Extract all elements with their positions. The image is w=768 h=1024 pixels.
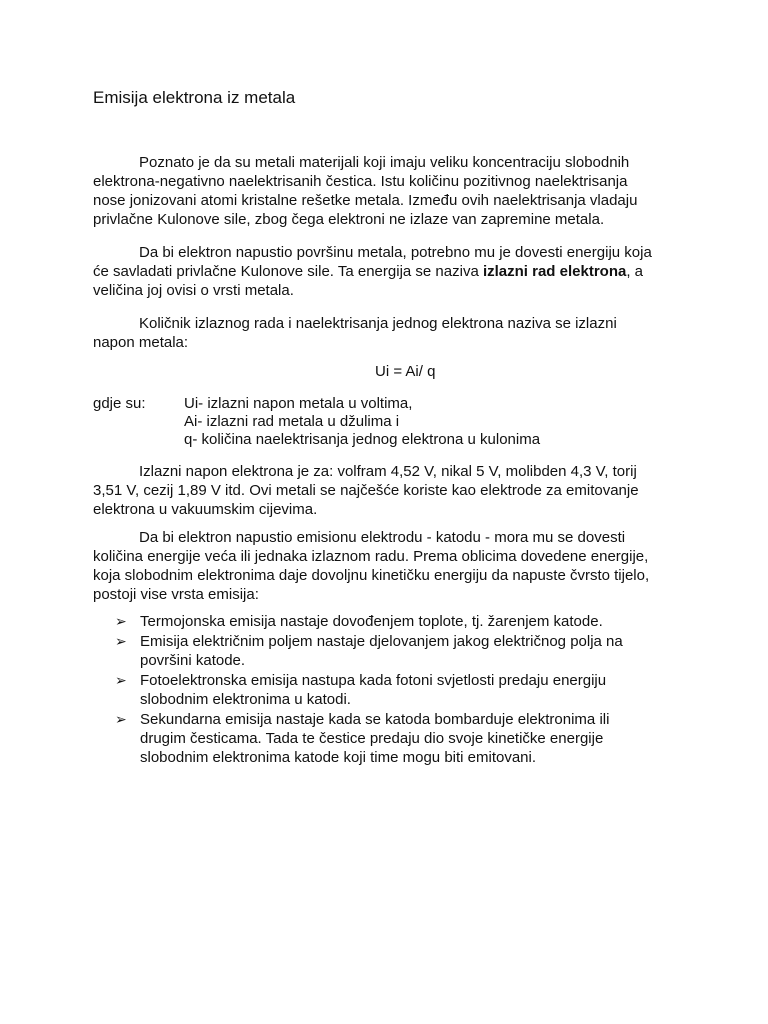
list-item — [115, 632, 675, 670]
paragraph-text: , a — [626, 263, 644, 280]
arrow-bullet-icon: ➢ — [115, 633, 127, 649]
definitions-label: gdje su: — [93, 395, 146, 412]
emission-types-list — [115, 612, 675, 768]
paragraph-line: elektrona u vakuumskim cijevima. — [93, 501, 318, 518]
paragraph-4 — [93, 462, 683, 519]
list-item-line: Termojonska emisija nastaje dovođenjem toplote, tj. žarenjem katode. — [140, 613, 603, 630]
definitions-list — [184, 395, 540, 449]
paragraph-line: elektrona-negativno naelektrisanih čestica. Istu količinu pozitivnog naelektrisanja — [93, 173, 628, 190]
list-item-line: površini katode. — [140, 652, 246, 669]
definition-item: q- količina naelektrisanja jednog elektrona u kulonima — [184, 431, 541, 448]
bold-term: izlazni rad elektrona — [482, 263, 627, 280]
formula: Ui = Ai/ q — [375, 363, 436, 380]
paragraph-1 — [93, 153, 683, 229]
paragraph-line: Izlazni napon elektrona je za: volfram 4,52 V, nikal 5 V, molibden 4,3 V, torij — [139, 463, 637, 480]
paragraph-3 — [93, 314, 683, 352]
paragraph-line: veličina joj ovisi o vrsti metala. — [93, 282, 294, 299]
list-item-line: Sekundarna emisija nastaje kada se katoda bombarduje elektronima ili — [140, 711, 610, 728]
paragraph-line: Količnik izlaznog rada i naelektrisanja jednog elektrona naziva se izlazni — [139, 315, 617, 332]
list-item-line: Emisija električnim poljem nastaje djelovanjem jakog električnog polja na — [140, 633, 623, 650]
arrow-bullet-icon: ➢ — [115, 711, 127, 727]
paragraph-line: Da bi elektron napustio emisionu elektrodu - katodu - mora mu se dovesti — [139, 529, 626, 546]
paragraph-line: koja slobodnim elektronima daje dovoljnu kinetičku energiju da napuste čvrsto tijelo, — [93, 567, 650, 584]
list-item-line: slobodnim elektronima u katodi. — [140, 691, 351, 708]
definition-item: Ai- izlazni rad metala u džulima i — [184, 413, 400, 430]
paragraph-2 — [93, 243, 683, 300]
paragraph-line: postoji vise vrsta emisija: — [93, 586, 259, 603]
paragraph-line — [93, 262, 683, 281]
list-item — [115, 671, 675, 709]
paragraph-line: količina energije veća ili jednaka izlaznom radu. Prema oblicima dovedene energije, — [93, 548, 649, 565]
arrow-bullet-icon: ➢ — [115, 672, 127, 688]
list-item — [115, 710, 675, 767]
paragraph-line: Da bi elektron napustio površinu metala, potrebno mu je dovesti energiju koja — [139, 244, 652, 261]
list-item-line: drugim česticama. Tada te čestice predaju dio svoje kinetičke energije — [140, 730, 604, 747]
paragraph-line: Poznato je da su metali materijali koji imaju veliku koncentraciju slobodnih — [139, 154, 630, 171]
arrow-bullet-icon: ➢ — [115, 613, 127, 629]
list-item-line: slobodnim elektronima katode koji time mogu biti emitovani. — [140, 749, 537, 766]
document-title: Emisija elektrona iz metala — [93, 88, 296, 107]
list-item — [115, 612, 675, 631]
paragraph-line: privlačne Kulonove sile, zbog čega elektroni ne izlaze van zapremine metala. — [93, 211, 605, 228]
paragraph-line: napon metala: — [93, 334, 189, 351]
paragraph-text: će savladati privlačne Kulonove sile. Ta energija se naziva — [93, 263, 483, 280]
definition-item: Ui- izlazni napon metala u voltima, — [184, 395, 413, 412]
list-item-line: Fotoelektronska emisija nastupa kada fotoni svjetlosti predaju energiju — [140, 672, 607, 689]
paragraph-line: nose jonizovani atomi kristalne rešetke metala. Između ovih naelektrisanja vladaju — [93, 192, 638, 209]
paragraph-line: 3,51 V, cezij 1,89 V itd. Ovi metali se najčešće koriste kao elektrode za emitovanje — [93, 482, 639, 499]
paragraph-5 — [93, 528, 683, 604]
